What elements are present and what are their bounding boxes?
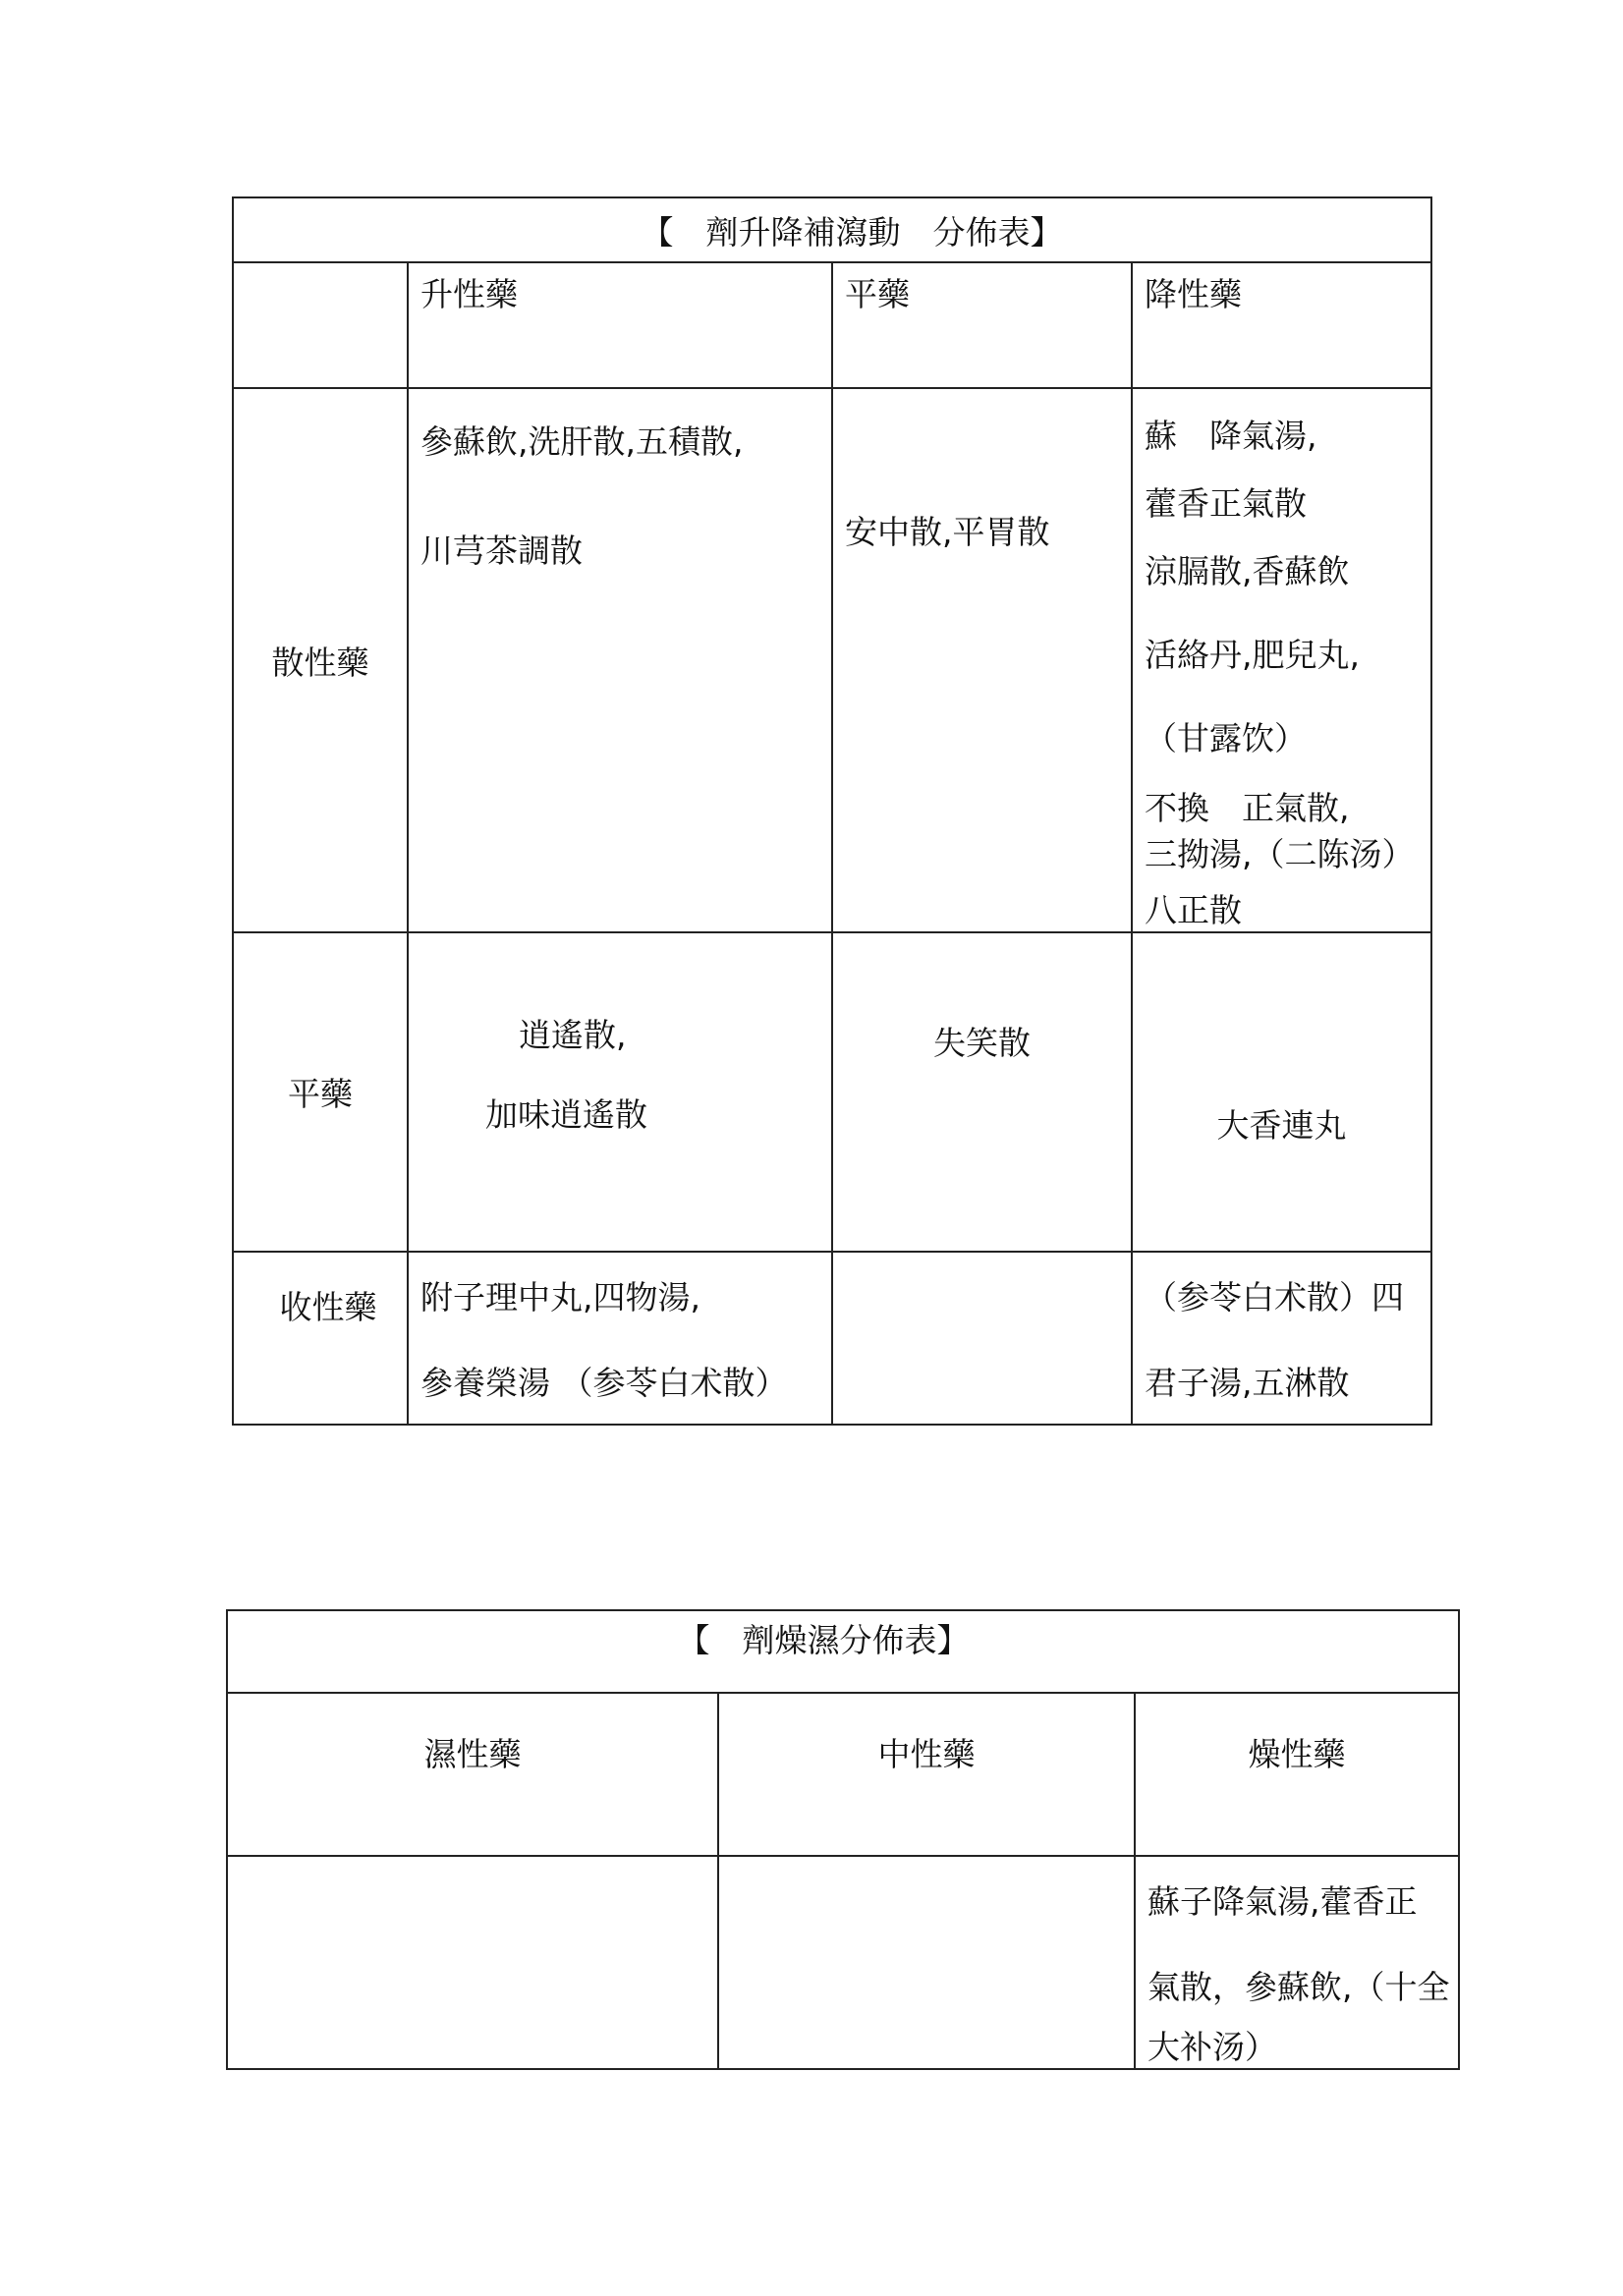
cell-line: 失笑散: [933, 1024, 1031, 1062]
cell-line: 安中散,平胃散: [845, 513, 1050, 551]
cell-line: 三拗湯,（二陈汤）: [1145, 835, 1415, 873]
table1-empty-cell: [832, 1252, 1132, 1425]
cell-line: 大补汤）: [1147, 2028, 1277, 2066]
table1-cell: [1132, 388, 1431, 932]
cell-line: （参苓白术散）四: [1145, 1278, 1404, 1316]
cell-line: 八正散: [1145, 891, 1242, 929]
table2-header-col2: 中性藥: [718, 1693, 1135, 1856]
cell-line: 大香連丸: [1216, 1106, 1347, 1145]
table1-cell: [408, 1252, 832, 1425]
table1-header-col3: 降性藥: [1132, 262, 1431, 388]
cell-line: 活絡丹,肥兒丸,: [1145, 636, 1360, 674]
cell-line: 不換 正氣散,: [1145, 789, 1350, 827]
table2-cell: [1135, 1856, 1459, 2069]
table1-corner-header: [233, 262, 408, 388]
table1-header-col1: 升性藥: [408, 262, 832, 388]
table1-header-col2: 平藥: [832, 262, 1132, 388]
cell-line: 參養榮湯 （参苓白术散）: [420, 1364, 788, 1402]
table1-row-label-cell: [233, 1252, 408, 1425]
table2-title-cell: [227, 1610, 1459, 1693]
table2-empty-cell: [227, 1856, 718, 2069]
table1-title-cell: [233, 197, 1431, 262]
cell-line: 君子湯,五淋散: [1145, 1364, 1350, 1402]
cell-line: 參蘇飲,洗肝散,五積散,: [420, 422, 744, 461]
table2-header-col3: 燥性藥: [1135, 1693, 1459, 1856]
cell-line: （甘露饮）: [1145, 719, 1307, 757]
table2-title: 【 劑燥濕分佈表】: [677, 1621, 970, 1659]
dry-wet-distribution-table: [226, 1609, 1460, 2070]
cell-line: 蘇子降氣湯,藿香正: [1147, 1882, 1418, 1921]
cell-line: 蘇 降氣湯,: [1145, 417, 1317, 455]
cell-line: 加味逍遙散: [485, 1095, 647, 1134]
cell-line: 氣散，參蘇飲,（十全: [1147, 1968, 1450, 2006]
table2-header-col1: 濕性藥: [227, 1693, 718, 1856]
table1-cell: [1132, 1252, 1431, 1425]
table1-row-label: 收性藥: [279, 1288, 377, 1326]
ascending-descending-distribution-table: [232, 196, 1432, 1426]
table1-cell: [1132, 932, 1431, 1252]
cell-line: 附子理中丸,四物湯,: [420, 1278, 700, 1316]
table1-cell: [408, 388, 832, 932]
cell-line: 川芎茶調散: [420, 532, 583, 570]
cell-line: 藿香正氣散: [1145, 484, 1307, 523]
table1-cell: [832, 932, 1132, 1252]
table1-row-label: 平藥: [233, 932, 408, 1252]
cell-line: 涼膈散,香蘇飲: [1145, 552, 1350, 590]
table1-cell: [832, 388, 1132, 932]
table2-empty-cell: [718, 1856, 1135, 2069]
cell-line: 逍遙散,: [519, 1016, 627, 1054]
table1-title: 【 劑升降補瀉動 分佈表】: [641, 212, 1063, 252]
table1-row-label: 散性藥: [233, 388, 408, 932]
table1-cell: [408, 932, 832, 1252]
